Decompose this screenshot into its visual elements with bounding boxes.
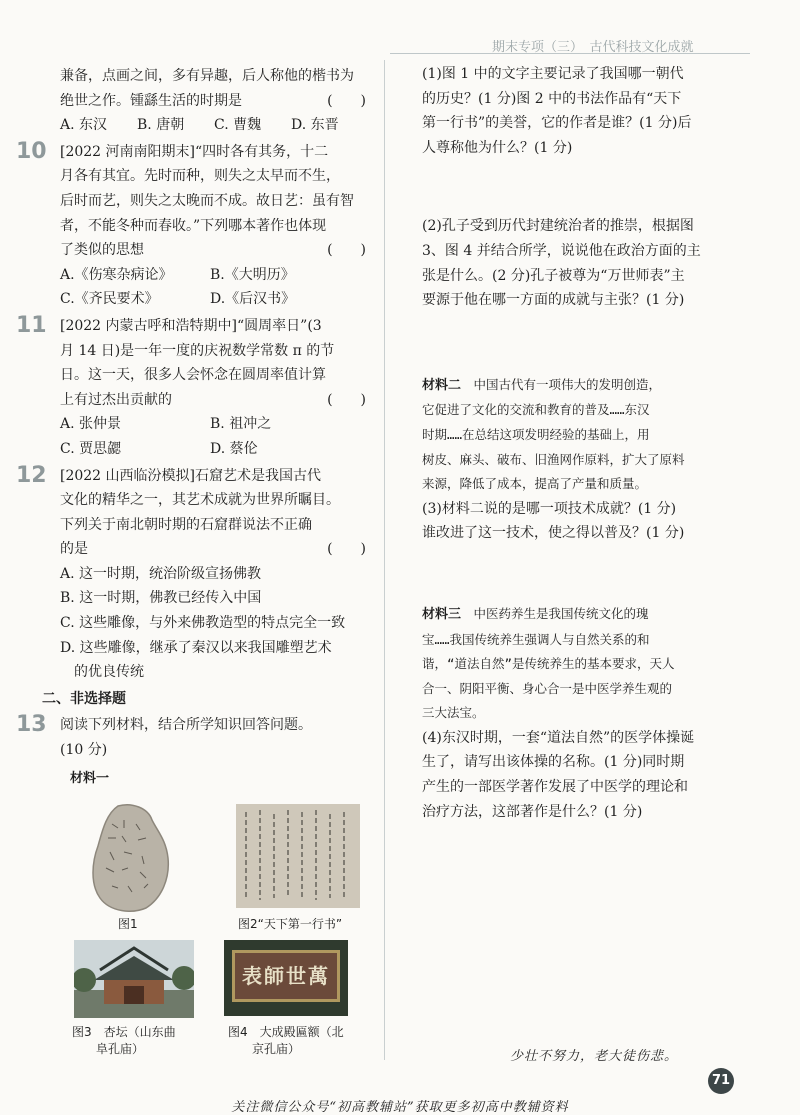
sq2-line: (2)孔子受到历代封建统治者的推崇，根据图 (422, 218, 694, 235)
mat3-line: 合一、阴阳平衡、身心合一是中医学养生观的 (422, 680, 673, 696)
sq1-line: 的历史？(1 分)图 2 中的书法作品有“天下 (422, 90, 682, 107)
mat2-line: 树皮、麻头、破布、旧渔网作原料，扩大了原料 (422, 451, 685, 467)
fig3-caption-line: 阜孔庙） (96, 1042, 145, 1056)
fig3-caption (72, 1024, 176, 1058)
q11-options (60, 437, 370, 462)
option: A.《伤寒杂病论》 (60, 266, 173, 283)
question-number: 11 (16, 312, 47, 338)
answer-bracket: ( ) (327, 391, 366, 408)
q13-line: (10 分) (60, 742, 108, 759)
page-number-badge: 71 (708, 1068, 734, 1094)
fig4-caption-line: 京孔庙） (252, 1042, 301, 1056)
sq4-line: 生了，请写出该体操的名称。(1 分)同时期 (422, 754, 685, 771)
fig4-plaque-image (224, 940, 348, 1016)
mat3-line-text: 中医药养生是我国传统文化的瑰 (461, 605, 649, 621)
fig4-caption (228, 1024, 344, 1058)
footer-quote: 少壮不努力，老大徒伤悲。 (510, 1049, 679, 1064)
answer-space (422, 313, 747, 373)
q9-line: 兼备，点画之间，多有异趣，后人称他的楷书为 (60, 68, 354, 84)
q12-line: 下列关于南北朝时期的石窟群说法不正确 (60, 516, 312, 533)
option: D. 蔡伦 (210, 440, 258, 457)
option: A. 东汉 (60, 117, 108, 134)
fig1-caption: 图1 (118, 917, 138, 931)
mat2-line: 来源，降低了成本，提高了产量和质量。 (422, 476, 648, 492)
watermark-banner: 关注微信公众号“初高教辅站”获取更多初高中教辅资料 (231, 1100, 569, 1115)
q10-options (60, 263, 370, 288)
answer-space (422, 546, 747, 602)
mat2-line (422, 373, 747, 399)
q9-options (60, 113, 370, 138)
q12-line (60, 537, 370, 562)
mat2-line: 它促进了文化的交流和教育的普及……东汉 (422, 402, 650, 418)
question-number: 13 (16, 712, 47, 738)
option: D.《后汉书》 (210, 291, 296, 308)
option: B. 祖冲之 (210, 416, 272, 433)
answer-bracket: ( ) (327, 92, 366, 109)
material-2 (422, 373, 747, 497)
header-title: 期末专项（三） 古代科技文化成就 (492, 40, 694, 55)
question-number: 12 (16, 462, 47, 488)
fig2-calligraphy-image (236, 804, 360, 908)
q10-line: [2022 河南南阳期末]“四时各有其务，十二 (60, 143, 329, 160)
q10-line (60, 238, 370, 263)
q9-line-text: 绝世之作。锺繇生活的时期是 (60, 92, 242, 109)
material-2-label: 材料二 (422, 377, 462, 393)
fig3-apricot-altar-image (74, 940, 194, 1018)
sq2-line: 要源于他在哪一方面的成就与主张？(1 分) (422, 292, 685, 309)
section-heading: 二、非选择题 (42, 690, 126, 707)
option: A. 张仲景 (60, 416, 122, 433)
option: C. 这些雕像，与外来佛教造型的特点完全一致 (60, 615, 346, 632)
fig4-caption-line: 图4 大成殿匾额（北 (228, 1025, 344, 1039)
subquestion-1 (422, 62, 747, 160)
sq3-line: (3)材料二说的是哪一项技术成就？(1 分) (422, 500, 677, 517)
answer-bracket: ( ) (327, 541, 366, 558)
question-number: 10 (16, 138, 47, 164)
option: B.《大明历》 (210, 266, 295, 283)
sq1-line: 第一行书”的美誉，它的作者是谁？(1 分)后 (422, 115, 692, 132)
fig3-caption-line: 图3 杏坛（山东曲 (72, 1025, 176, 1039)
option: 的优良传统 (60, 664, 144, 681)
q13-line: 阅读下列材料，结合所学知识回答问题。 (60, 717, 312, 734)
option: D. 这些雕像，继承了秦汉以来我国雕塑艺术 (60, 639, 332, 656)
question-10 (16, 138, 370, 312)
q11-line: 月 14 日)是一年一度的庆祝数学常数 π 的节 (60, 342, 335, 359)
q12-line-text: 的是 (60, 541, 88, 558)
mat3-line: 谐，“道法自然”是传统养生的基本要求，天人 (422, 656, 675, 672)
q11-line-text: 上有过杰出贡献的 (60, 391, 172, 408)
q10-options (60, 287, 370, 312)
question-12 (16, 462, 370, 685)
column-divider (384, 60, 385, 1060)
mat3-line: 三大法宝。 (422, 705, 485, 721)
sq1-line: (1)图 1 中的文字主要记录了我国哪一朝代 (422, 66, 684, 82)
option: C. 曹魏 (214, 117, 262, 134)
material-3-label: 材料三 (422, 606, 462, 622)
material-3 (422, 602, 747, 726)
answer-space (422, 160, 747, 214)
subquestion-2 (422, 214, 747, 312)
question-11 (16, 312, 370, 462)
fig2-caption: 图2“天下第一行书” (238, 917, 343, 931)
q11-line: 日。这一天，很多人会怀念在圆周率值计算 (60, 367, 326, 384)
sq4-line: (4)东汉时期，一套“道法自然”的医学体操诞 (422, 729, 695, 746)
q11-options (60, 412, 370, 437)
sq4-line: 产生的一部医学著作发展了中医学的理论和 (422, 779, 688, 796)
right-column (422, 62, 747, 824)
q10-line: 月各有其宜。先时而种，则失之太早而不生， (60, 168, 340, 185)
material-1-label: 材料一 (70, 770, 110, 786)
left-column (16, 62, 370, 791)
subquestion-3 (422, 497, 747, 546)
mat3-line: 宝……我国传统养生强调人与自然关系的和 (422, 631, 650, 647)
sq2-line: 张是什么。(2 分)孔子被尊为“万世师表”主 (422, 267, 685, 284)
subquestion-4 (422, 726, 747, 824)
q10-line-text: 了类似的思想 (60, 242, 144, 259)
mat3-line (422, 602, 747, 628)
q11-line: [2022 内蒙古呼和浩特期中]“圆周率日”(3 (60, 317, 322, 334)
plaque-text: 萬世師表 (242, 964, 330, 988)
q9-line (60, 89, 370, 114)
q12-line: [2022 山西临汾模拟]石窟艺术是我国古代 (60, 467, 322, 484)
fig1-oracle-bone-image (88, 802, 172, 914)
q12-line: 文化的精华之一，其艺术成就为世界所瞩目。 (60, 492, 340, 509)
q11-line (60, 388, 370, 413)
figures-panel (70, 800, 370, 1060)
option: C.《齐民要术》 (60, 291, 159, 308)
q10-line: 后时而艺，则失之太晚而不成。故日艺：虽有智 (60, 192, 354, 209)
sq1-line: 人尊称他为什么？(1 分) (422, 139, 573, 156)
option: D. 东晋 (291, 117, 339, 134)
question-13 (16, 712, 370, 791)
option: B. 这一时期，佛教已经传入中国 (60, 590, 262, 607)
mat2-line-text: 中国古代有一项伟大的发明创造， (461, 376, 662, 392)
sq4-line: 治疗方法，这部著作是什么？(1 分) (422, 803, 643, 820)
option: A. 这一时期，统治阶级宣扬佛教 (60, 565, 262, 582)
question-9-continued (60, 64, 370, 138)
option: B. 唐朝 (137, 117, 185, 134)
sq2-line: 3、图 4 并结合所学，说说他在政治方面的主 (422, 242, 701, 259)
option: C. 贾思勰 (60, 440, 122, 457)
mat2-line: 时期……在总结这项发明经验的基础上，用 (422, 426, 650, 442)
answer-bracket: ( ) (327, 242, 366, 259)
q10-line: 者，不能冬种而春收。”下列哪本著作也体现 (60, 217, 327, 234)
sq3-line: 谁改进了这一技术，使之得以普及？(1 分) (422, 525, 685, 542)
